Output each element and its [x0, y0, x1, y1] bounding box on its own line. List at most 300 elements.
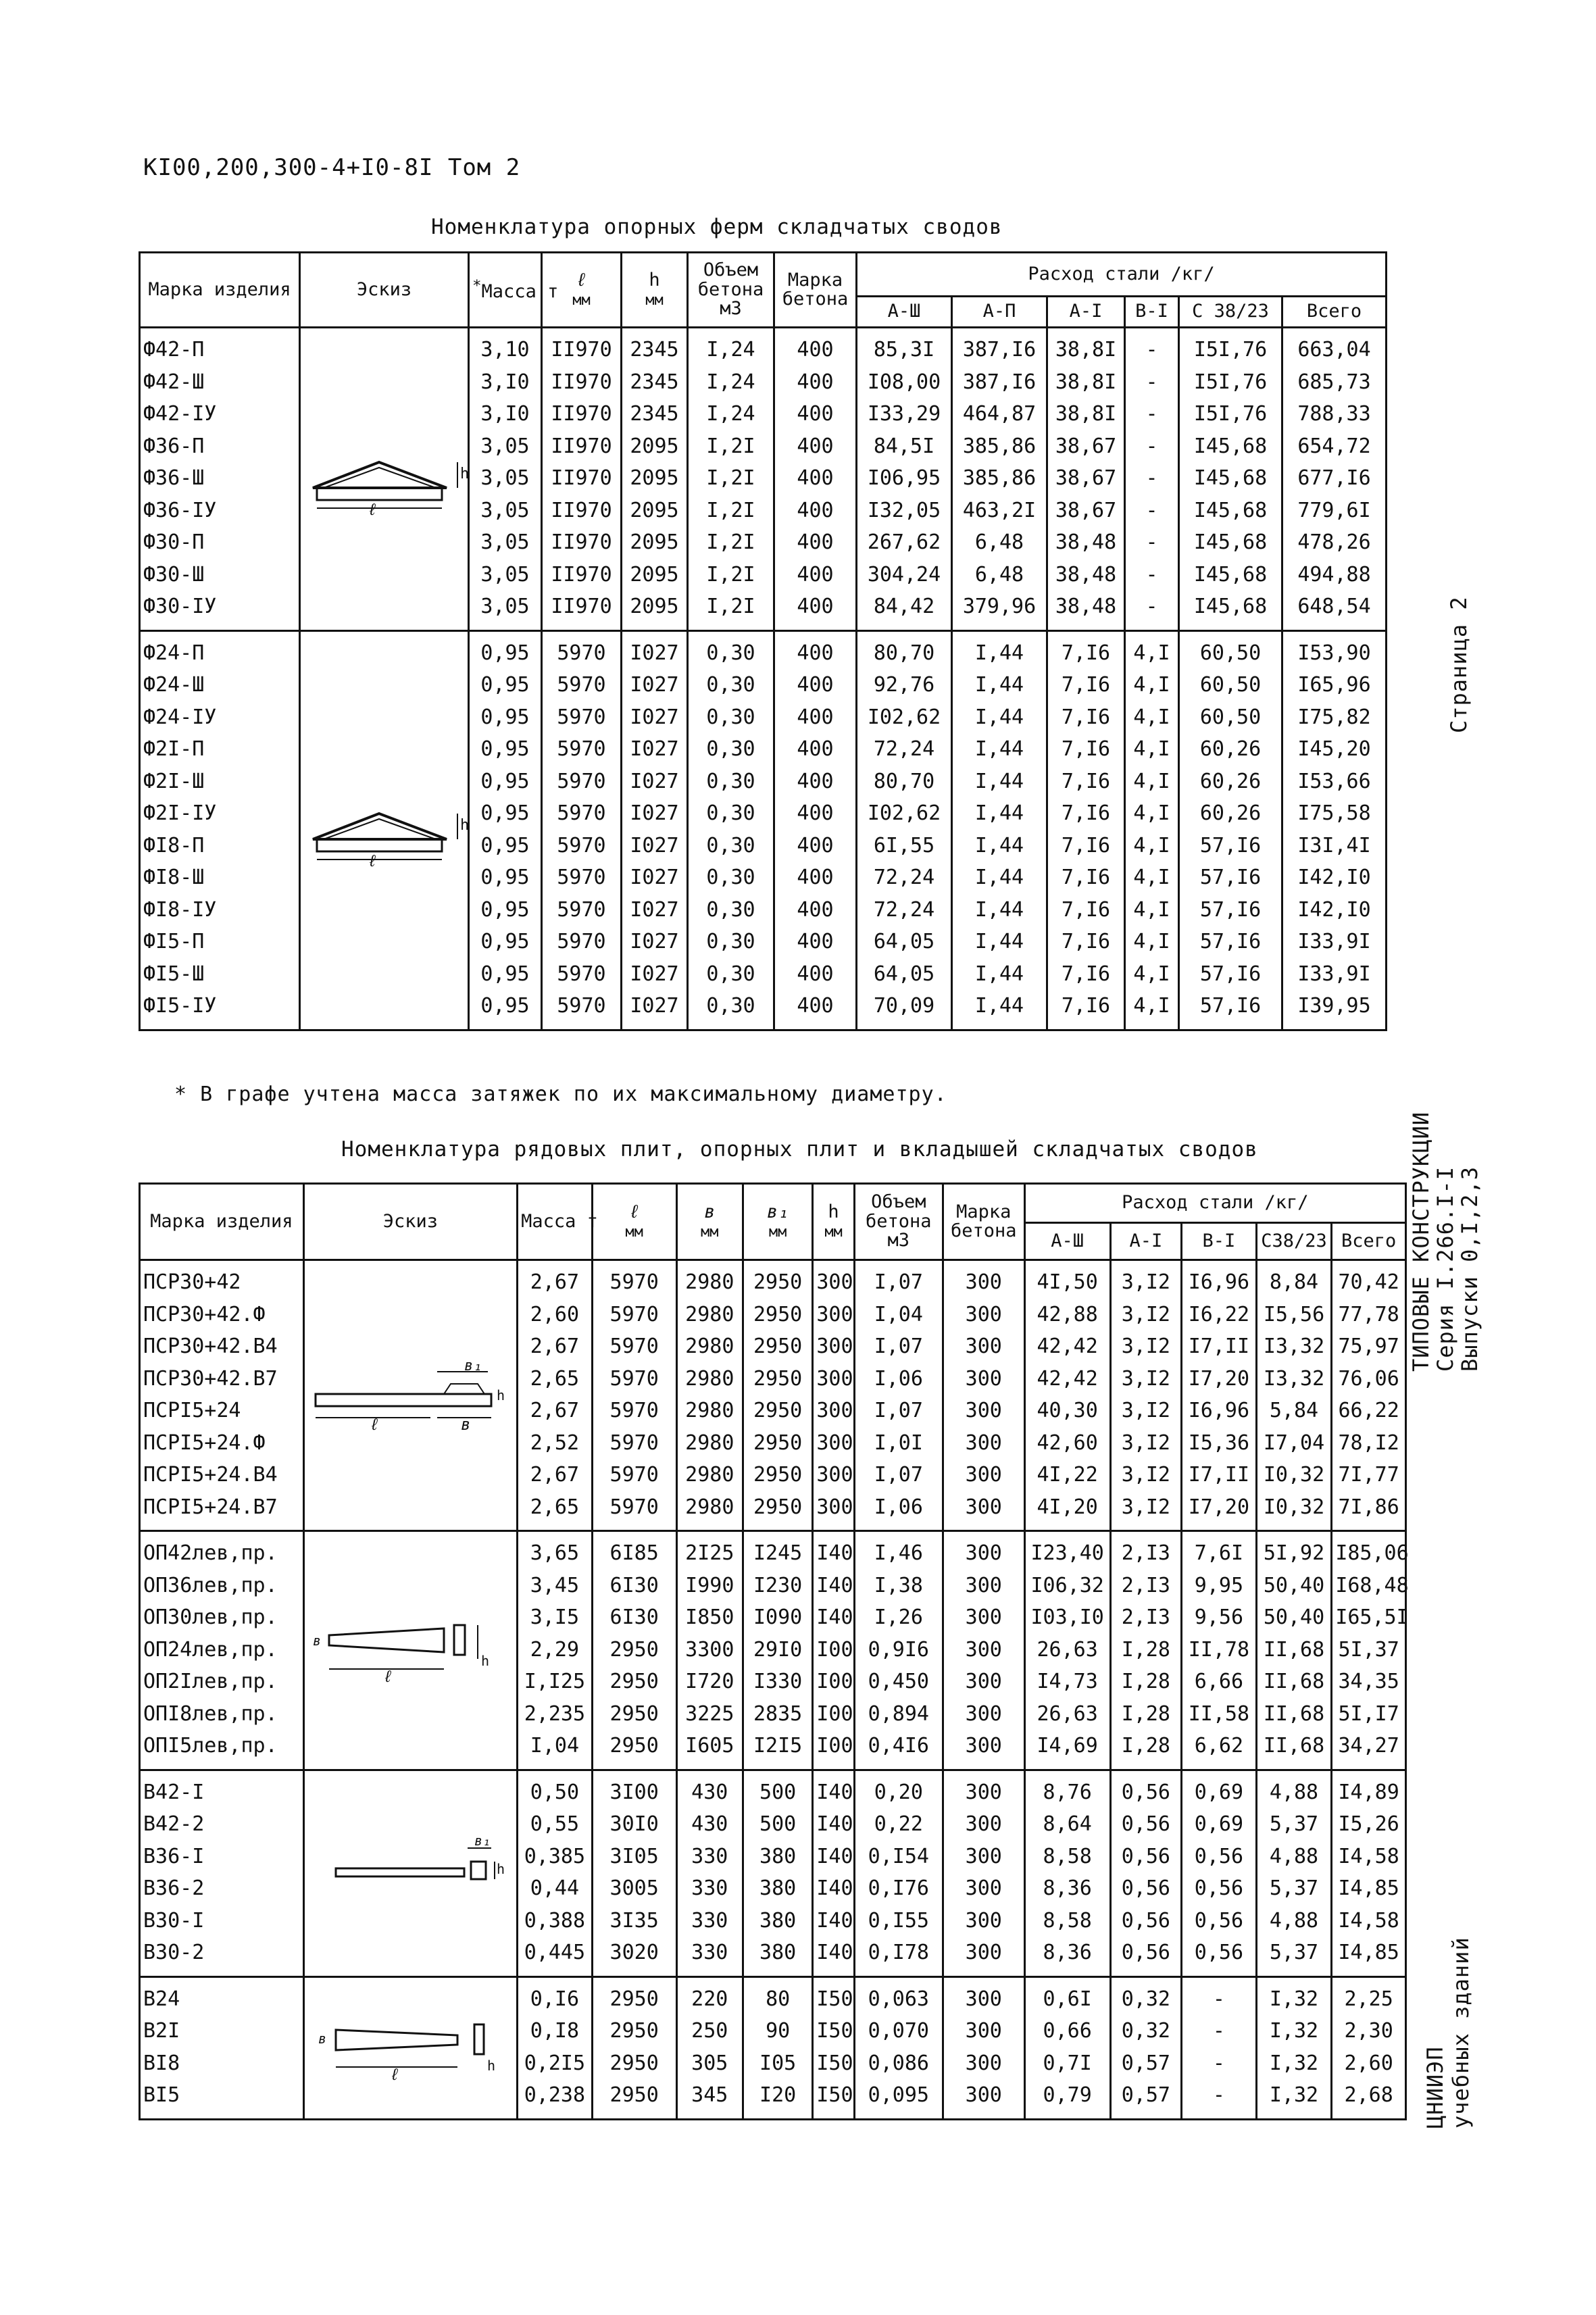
cell-value: II,58 [1188, 1701, 1250, 1726]
mark-value: ОПI5лев,пр. [143, 1734, 278, 1758]
cell-value: I,32 [1269, 2083, 1319, 2107]
cell-value: 5970 [609, 1366, 659, 1391]
mark-cell [140, 1531, 304, 1770]
cell-value: 400 [797, 801, 834, 825]
cell-value: I,07 [874, 1270, 923, 1294]
cell-value: 2980 [685, 1430, 734, 1455]
cell-value: - [1145, 338, 1158, 362]
slabs-table [139, 1183, 1407, 2120]
cell-value: 385,86 [962, 434, 1037, 458]
cell-value: 5970 [609, 1270, 659, 1294]
cell-value: I330 [753, 1670, 803, 1693]
col-mass-label: Масса т [481, 280, 559, 302]
cell-value: 494,88 [1297, 562, 1371, 587]
col-b1-symbol: в₁ [766, 1201, 789, 1222]
cell-value: 5970 [557, 897, 606, 922]
cell-value: 330 [691, 1908, 728, 1933]
cell-value: 0,56 [1121, 1876, 1170, 1900]
cell-value: II970 [551, 498, 612, 522]
cell-value: 400 [797, 769, 834, 793]
cell-value: 400 [797, 641, 834, 665]
cell-value: 0,20 [874, 1780, 923, 1804]
cell-value: 300 [965, 1670, 1002, 1693]
cell-value: 0,56 [1194, 1908, 1244, 1933]
cell-value: 4,88 [1269, 1908, 1319, 1933]
cell-value: 0,I55 [868, 1908, 929, 1933]
cell-value: II970 [551, 562, 612, 587]
cell-value: 84,42 [873, 595, 935, 618]
cell-value: 4,I [1133, 897, 1170, 922]
col-l [592, 1184, 676, 1260]
value-cell [1047, 328, 1125, 631]
cell-value: 9,95 [1194, 1573, 1244, 1597]
value-cell [857, 630, 952, 1030]
cell-value: I45,20 [1297, 737, 1371, 761]
cell-value: 2950 [753, 1302, 803, 1326]
sketch-drawing [300, 630, 469, 1030]
value-cell [1182, 1976, 1257, 2119]
cell-value: I7,II [1188, 1463, 1250, 1487]
sketch-icon [307, 2010, 514, 2087]
cell-value: I40 [816, 1876, 853, 1900]
value-cell [1282, 328, 1387, 631]
col-a1: А-I [1110, 1223, 1181, 1260]
col-steel: Расход стали /кг/ [1024, 1184, 1405, 1223]
cell-value: 648,54 [1297, 595, 1371, 618]
mark-value: Ф2I-П [143, 737, 205, 761]
cell-value: II,68 [1263, 1670, 1325, 1693]
cell-value: 4,I [1133, 866, 1170, 889]
cell-value: 345 [691, 2083, 728, 2107]
mark-value: Ф24-IУ [143, 705, 217, 729]
cell-value: 300 [965, 2083, 1002, 2107]
cell-value: 2345 [630, 370, 679, 394]
cell-value: 2345 [630, 338, 679, 362]
cell-value: 38,48 [1055, 595, 1117, 618]
mark-value: Ф36-IУ [143, 498, 217, 522]
cell-value: 0,I78 [868, 1941, 929, 1964]
mark-cell [140, 328, 300, 631]
cell-value: 400 [797, 434, 834, 458]
value-cell [469, 630, 542, 1030]
cell-value: I7,20 [1188, 1495, 1250, 1519]
cell-value: 2980 [685, 1335, 734, 1358]
cell-value: I,07 [874, 1399, 923, 1422]
cell-value: 654,72 [1297, 434, 1371, 458]
cell-value: 26,63 [1037, 1701, 1098, 1726]
mark-value: Ф36-Ш [143, 466, 205, 490]
cell-value: 72,24 [873, 866, 935, 889]
cell-value: 42,60 [1037, 1430, 1098, 1455]
cell-value: 0,69 [1194, 1812, 1244, 1836]
cell-value: I,2I [706, 530, 755, 554]
cell-value: 38,67 [1055, 466, 1117, 490]
col-h-symbol: h [828, 1201, 839, 1222]
cell-value: - [1145, 498, 1158, 522]
cell-value: 2,25 [1344, 1987, 1393, 2011]
cell-value: I5I,76 [1193, 338, 1268, 362]
cell-value: I0,32 [1263, 1495, 1325, 1519]
cell-value: 330 [691, 1876, 728, 1900]
col-mark: Марка изделия [140, 253, 300, 328]
col-b1-unit: мм [768, 1224, 787, 1241]
cell-value: I,44 [974, 833, 1024, 857]
cell-value: 0,30 [706, 962, 755, 986]
svg-text:ℓ: ℓ [368, 499, 378, 519]
cell-value: 685,73 [1297, 370, 1371, 394]
cell-value: 0,57 [1121, 2083, 1170, 2107]
cell-value: 50,40 [1263, 1573, 1325, 1597]
cell-value: 4,I [1133, 641, 1170, 665]
cell-value: 0,063 [868, 1987, 929, 2011]
cell-value: 400 [797, 705, 834, 729]
cell-value: 3,I2 [1121, 1270, 1170, 1294]
cell-value: II970 [551, 402, 612, 426]
document-code: КI00,200,300-4+I0-8I Том 2 [143, 154, 521, 181]
cell-value: 7,I6 [1061, 673, 1111, 697]
cell-value: 0,30 [706, 769, 755, 793]
cell-value: 8,84 [1269, 1270, 1319, 1294]
cell-value: I4,85 [1338, 1876, 1399, 1900]
cell-value: 4I,22 [1037, 1463, 1098, 1487]
cell-value: 7,I6 [1061, 705, 1111, 729]
cell-value: I,38 [874, 1573, 923, 1597]
value-cell [676, 1260, 743, 1531]
cell-value: 2950 [609, 1670, 659, 1693]
mark-value: ПСР30+42.В4 [143, 1335, 278, 1358]
cell-value: 300 [965, 1495, 1002, 1519]
cell-value: 300 [816, 1463, 853, 1487]
cell-value: I4,73 [1037, 1670, 1098, 1693]
value-cell [854, 1531, 943, 1770]
col-l-symbol: ℓ [628, 1201, 640, 1222]
cell-value: 3,05 [480, 562, 530, 587]
cell-value: I02,62 [867, 801, 941, 825]
cell-value: I85,06 [1335, 1541, 1409, 1565]
cell-value: 30I0 [609, 1812, 659, 1836]
cell-value: 8,36 [1043, 1941, 1092, 1964]
sketch-icon [303, 441, 470, 519]
value-cell [1182, 1531, 1257, 1770]
cell-value: 7,I6 [1061, 801, 1111, 825]
mark-value: ФI5-Ш [143, 962, 205, 986]
cell-value: I06,32 [1030, 1573, 1104, 1597]
cell-value: 2095 [630, 530, 679, 554]
cell-value: 0,I8 [530, 2019, 580, 2043]
cell-value: 3,05 [480, 530, 530, 554]
cell-value: 5970 [609, 1302, 659, 1326]
cell-value: II970 [551, 466, 612, 490]
cell-value: 0,238 [524, 2083, 586, 2107]
cell-value: II970 [551, 434, 612, 458]
cell-value: 300 [965, 1270, 1002, 1294]
mark-value: ОПI8лев,пр. [143, 1701, 278, 1726]
mark-value: ОП30лев,пр. [143, 1605, 278, 1629]
cell-value: 38,8I [1055, 402, 1117, 426]
cell-value: 2980 [685, 1270, 734, 1294]
cell-value: 6,62 [1194, 1734, 1244, 1758]
cell-value: I027 [630, 994, 679, 1018]
col-a3: А-Ш [857, 297, 952, 328]
cell-value: 5I,92 [1263, 1541, 1325, 1565]
cell-value: I75,58 [1297, 801, 1371, 825]
cell-value: 3,I2 [1121, 1366, 1170, 1391]
cell-value: 0,44 [530, 1876, 580, 1900]
value-cell [813, 1260, 854, 1531]
cell-value: 57,I6 [1199, 833, 1262, 857]
cell-value: I7,II [1188, 1335, 1250, 1358]
svg-text:в: в [313, 1633, 322, 1649]
cell-value: 0,95 [480, 897, 530, 922]
cell-value: 0,30 [706, 737, 755, 761]
cell-value: 7,I6 [1061, 930, 1111, 953]
cell-value: I65,5I [1335, 1605, 1409, 1629]
value-cell [676, 1976, 743, 2119]
table2-caption: Номенклатура рядовых плит, опорных плит и вкладышей складчатых сводов [341, 1137, 1258, 1162]
cell-value: I,44 [974, 705, 1024, 729]
mark-value: Ф42-П [143, 338, 205, 362]
cell-value: 9,56 [1194, 1605, 1244, 1629]
cell-value: 5970 [609, 1463, 659, 1487]
cell-value: 4I,20 [1037, 1495, 1098, 1519]
cell-value: 3I05 [609, 1844, 659, 1868]
cell-value: I,44 [974, 930, 1024, 953]
cell-value: 76,06 [1338, 1366, 1399, 1391]
cell-value: 400 [797, 833, 834, 857]
cell-value: 3,I2 [1121, 1335, 1170, 1358]
mark-value: В42-I [143, 1780, 205, 1804]
col-b-symbol: в [704, 1201, 716, 1222]
value-cell [1110, 1260, 1181, 1531]
cell-value: 3,65 [530, 1541, 580, 1565]
cell-value: I23,40 [1030, 1541, 1104, 1565]
cell-value: 0,6I [1043, 1987, 1092, 2011]
mark-value: В24 [143, 1987, 180, 2011]
col-b1: В-I [1125, 297, 1179, 328]
value-cell [743, 1976, 812, 2119]
cell-value: I990 [685, 1573, 734, 1597]
mass-footnote-mark: * [472, 276, 482, 295]
value-cell [1256, 1531, 1332, 1770]
cell-value: 0,30 [706, 994, 755, 1018]
value-cell [676, 1770, 743, 1976]
cell-value: I,I25 [524, 1670, 586, 1693]
mark-value: В36-I [143, 1844, 205, 1868]
cell-value: 7,6I [1194, 1541, 1244, 1565]
cell-value: 2980 [685, 1495, 734, 1519]
value-cell [1332, 1260, 1406, 1531]
cell-value: 2095 [630, 466, 679, 490]
cell-value: I00 [816, 1701, 853, 1726]
svg-text:h: h [497, 1387, 505, 1403]
cell-value: 2,I3 [1121, 1573, 1170, 1597]
cell-value: 300 [816, 1335, 853, 1358]
col-concrete: Марка бетона [943, 1184, 1024, 1260]
cell-value: I40 [816, 1541, 853, 1565]
cell-value: 4,88 [1269, 1780, 1319, 1804]
col-h [813, 1184, 854, 1260]
cell-value: I06,95 [867, 466, 941, 490]
cell-value: 500 [759, 1780, 797, 1804]
value-cell [1125, 328, 1179, 631]
value-cell [943, 1531, 1024, 1770]
cell-value: 7,I6 [1061, 994, 1111, 1018]
col-sketch: Эскиз [300, 253, 469, 328]
cell-value: 2,29 [530, 1637, 580, 1662]
col-l-unit: мм [572, 292, 591, 309]
svg-text:ℓ: ℓ [383, 1667, 393, 1687]
cell-value: 0,30 [706, 801, 755, 825]
cell-value: 0,30 [706, 930, 755, 953]
value-cell [1024, 1976, 1110, 2119]
cell-value: 0,56 [1194, 1844, 1244, 1868]
cell-value: 7,I6 [1061, 641, 1111, 665]
svg-text:h: h [487, 2057, 496, 2074]
org-line-2: учебных зданий [1448, 1937, 1474, 2129]
col-b-unit: мм [701, 1224, 719, 1241]
cell-value: - [1145, 562, 1158, 587]
cell-value: 2,52 [530, 1430, 580, 1455]
cell-value: 4,I [1133, 705, 1170, 729]
cell-value: 2,I3 [1121, 1605, 1170, 1629]
value-cell [592, 1770, 676, 1976]
cell-value: 0,086 [868, 2051, 929, 2075]
cell-value: 2,I3 [1121, 1541, 1170, 1565]
mark-cell [140, 1770, 304, 1976]
cell-value: 380 [759, 1876, 797, 1900]
mark-value: Ф42-IУ [143, 402, 217, 426]
col-volume: Объем бетона м3 [688, 253, 774, 328]
cell-value: 400 [797, 994, 834, 1018]
svg-text:в: в [318, 2030, 327, 2047]
col-steel: Расход стали /кг/ [857, 253, 1387, 297]
cell-value: 84,5I [873, 434, 935, 458]
cell-value: 57,I6 [1199, 866, 1262, 889]
svg-text:ℓ: ℓ [390, 2064, 400, 2084]
cell-value: 64,05 [873, 930, 935, 953]
cell-value: I,2I [706, 595, 755, 618]
cell-value: I45,68 [1193, 498, 1268, 522]
value-cell [518, 1531, 593, 1770]
cell-value: 400 [797, 498, 834, 522]
cell-value: 3,45 [530, 1573, 580, 1597]
cell-value: I7,20 [1188, 1366, 1250, 1391]
mark-value: Ф30-П [143, 530, 205, 554]
mark-value: ПСР30+42 [143, 1270, 241, 1294]
cell-value: 6I,55 [873, 833, 935, 857]
cell-value: I40 [816, 1573, 853, 1597]
cell-value: 2,65 [530, 1366, 580, 1391]
cell-value: - [1145, 402, 1158, 426]
cell-value: 38,48 [1055, 562, 1117, 587]
cell-value: 300 [965, 1573, 1002, 1597]
cell-value: 2950 [753, 1399, 803, 1422]
cell-value: 300 [965, 1844, 1002, 1868]
cell-value: 463,2I [962, 498, 1037, 522]
cell-value: 7,I6 [1061, 737, 1111, 761]
cell-value: 0,385 [524, 1844, 586, 1868]
cell-value: 50,40 [1263, 1605, 1325, 1629]
cell-value: 300 [965, 1812, 1002, 1836]
mark-value: ПСРI5+24.Ф [143, 1430, 266, 1455]
cell-value: 2095 [630, 562, 679, 587]
cell-value: 60,26 [1199, 769, 1262, 793]
col-a2: А-П [952, 297, 1047, 328]
cell-value: I53,66 [1297, 769, 1371, 793]
cell-value: 300 [816, 1302, 853, 1326]
cell-value: I027 [630, 705, 679, 729]
cell-value: 3300 [685, 1637, 734, 1662]
cell-value: 300 [816, 1270, 853, 1294]
cell-value: 3,I2 [1121, 1399, 1170, 1422]
value-cell [743, 1531, 812, 1770]
cell-value: I,24 [706, 338, 755, 362]
cell-value: 0,7I [1043, 2051, 1092, 2075]
value-cell [774, 630, 857, 1030]
cell-value: 0,95 [480, 866, 530, 889]
cell-value: 0,22 [874, 1812, 923, 1836]
col-mark: Марка изделия [140, 1184, 304, 1260]
cell-value: 2,60 [530, 1302, 580, 1326]
cell-value: 2345 [630, 402, 679, 426]
cell-value: 6,48 [974, 530, 1024, 554]
cell-value: I5,56 [1263, 1302, 1325, 1326]
cell-value: 380 [759, 1908, 797, 1933]
cell-value: 400 [797, 466, 834, 490]
cell-value: I,44 [974, 673, 1024, 697]
cell-value: 0,I54 [868, 1844, 929, 1868]
cell-value: 4,I [1133, 801, 1170, 825]
cell-value: 2I25 [685, 1541, 734, 1565]
cell-value: 0,388 [524, 1908, 586, 1933]
value-cell [1182, 1770, 1257, 1976]
cell-value: 400 [797, 866, 834, 889]
cell-value: I45,68 [1193, 595, 1268, 618]
cell-value: 300 [965, 1987, 1002, 2011]
cell-value: 2,67 [530, 1463, 580, 1487]
cell-value: 3020 [609, 1941, 659, 1964]
cell-value: 300 [965, 1366, 1002, 1391]
cell-value: 304,24 [867, 562, 941, 587]
col-total: Всего [1282, 297, 1387, 328]
cell-value: I50 [816, 2051, 853, 2075]
col-h-unit: мм [824, 1224, 843, 1241]
value-cell [952, 328, 1047, 631]
cell-value: I6,96 [1188, 1270, 1250, 1294]
cell-value: 4,I [1133, 833, 1170, 857]
cell-value: I6,96 [1188, 1399, 1250, 1422]
cell-value: 267,62 [867, 530, 941, 554]
mark-value: Ф30-IУ [143, 595, 217, 618]
value-cell [1332, 1976, 1406, 2119]
table2-group [140, 1976, 1406, 2119]
col-volume: Объем бетона м3 [854, 1184, 943, 1260]
cell-value: 60,26 [1199, 801, 1262, 825]
cell-value: - [1212, 2083, 1225, 2107]
cell-value: 6I30 [609, 1605, 659, 1629]
cell-value: 80,70 [873, 769, 935, 793]
cell-value: 0,2I5 [524, 2051, 586, 2075]
value-cell [1179, 630, 1282, 1030]
cell-value: 2095 [630, 434, 679, 458]
cell-value: I,24 [706, 402, 755, 426]
cell-value: 60,50 [1199, 705, 1262, 729]
trusses-table [139, 251, 1387, 1031]
cell-value: 29I0 [753, 1637, 803, 1662]
cell-value: 0,95 [480, 641, 530, 665]
cell-value: 464,87 [962, 402, 1037, 426]
cell-value: 779,6I [1297, 498, 1371, 522]
